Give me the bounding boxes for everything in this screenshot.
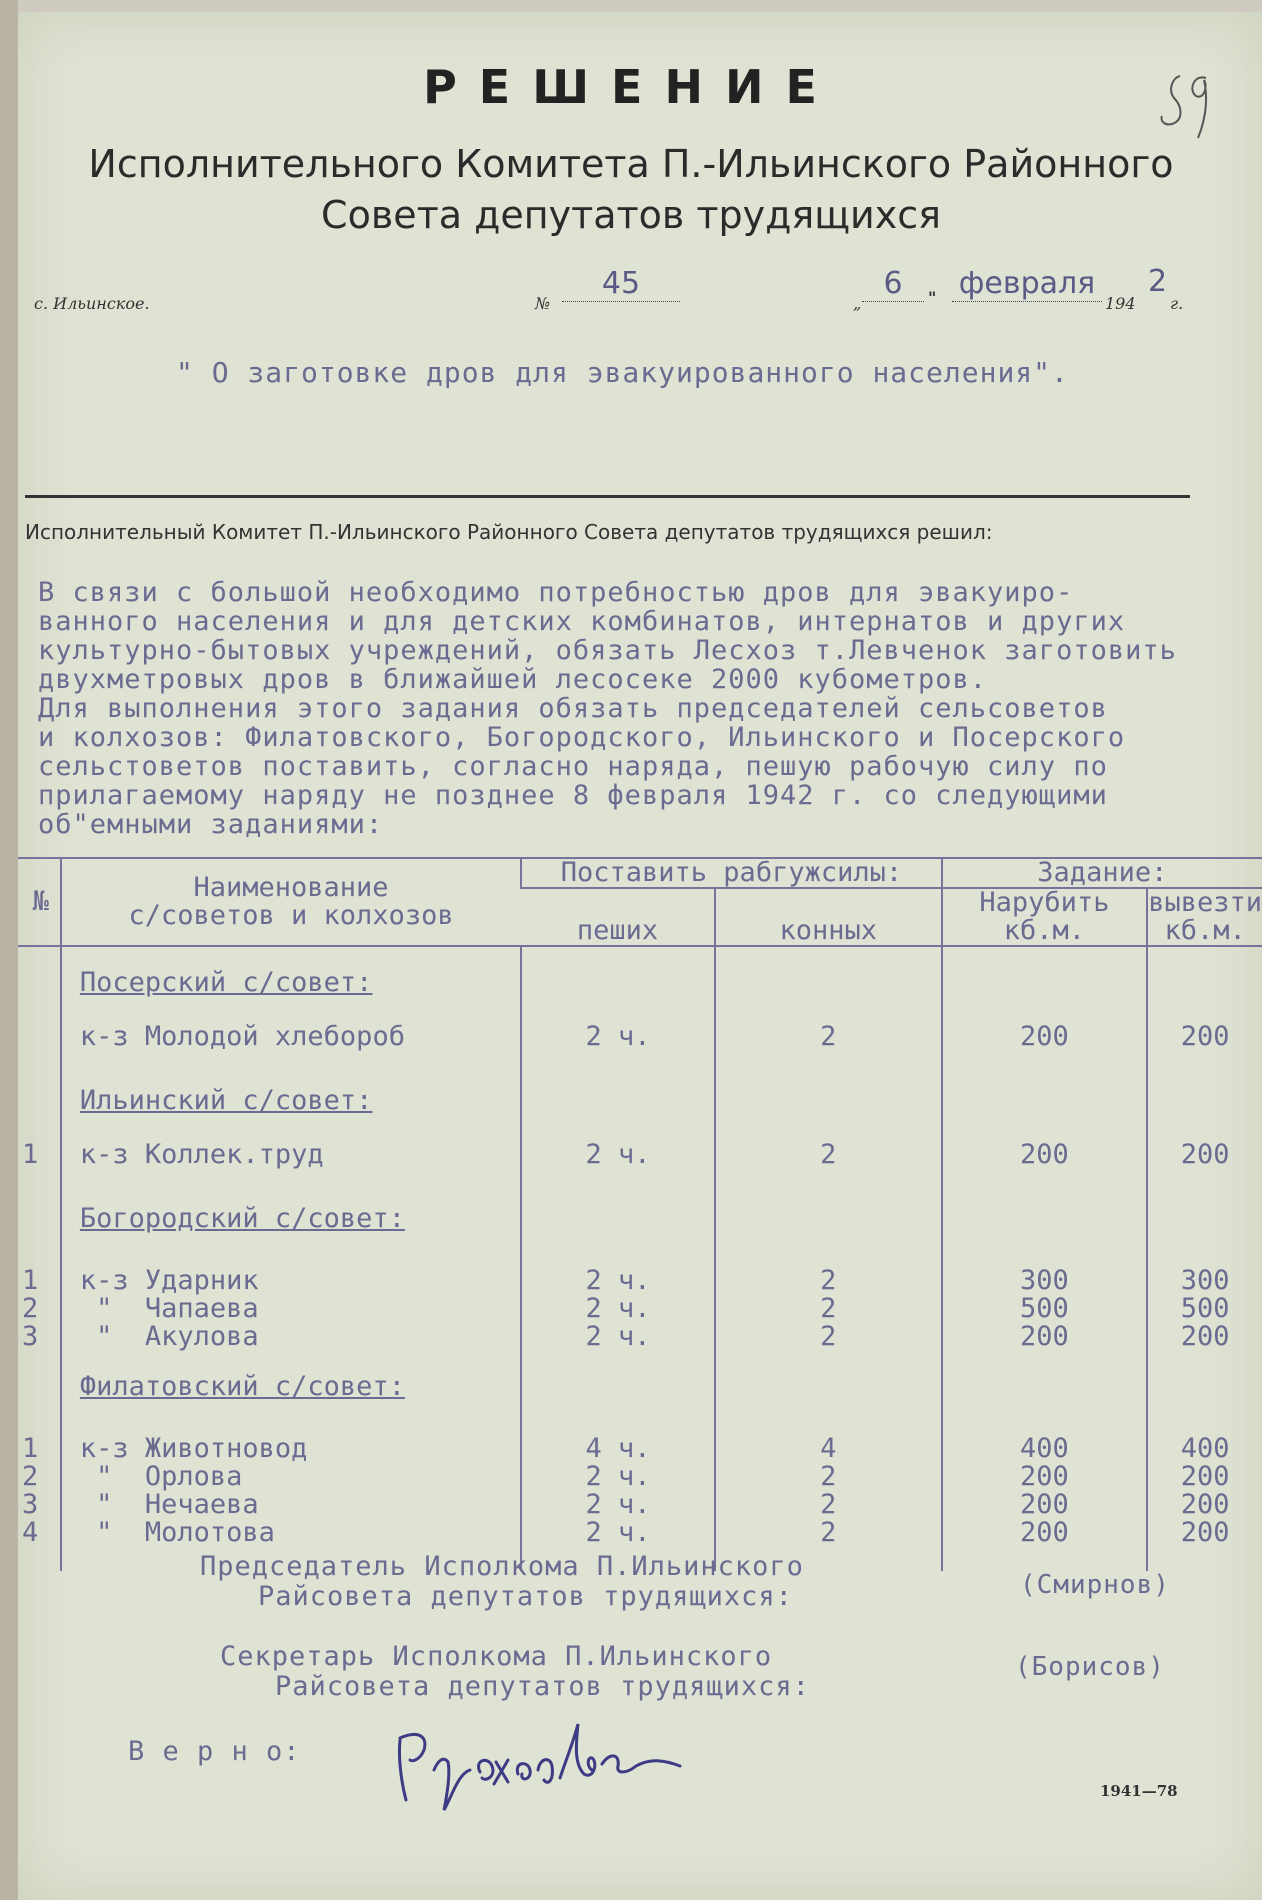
place: с. Ильинское. <box>34 294 150 313</box>
row-num: 3 <box>22 1321 39 1352</box>
header-task: Задание: <box>942 858 1262 888</box>
row-name: к-з Молодой хлебороб <box>61 1009 521 1065</box>
body-line: культурно-бытовых учреждений, обязать Лесхоз т.Левченок заготовить <box>38 635 1177 666</box>
chair-title-line-1: Председатель Исполкома П.Ильинского <box>200 1551 804 1582</box>
row-foot: 2 ч. <box>521 1491 715 1519</box>
table-row <box>18 1245 1262 1295</box>
row-foot: 2 ч. <box>521 1127 715 1183</box>
row-haul: 200 <box>1147 1463 1262 1491</box>
table-row <box>18 1127 1262 1183</box>
certified-label: В е р н о: <box>128 1736 301 1767</box>
group-name: Богородский с/совет: <box>61 1183 521 1245</box>
print-code: 1941—78 <box>1100 1782 1178 1800</box>
decision-number: 45 <box>562 266 680 302</box>
row-name: " Орлова <box>61 1463 521 1491</box>
secretary-name: (Борисов) <box>1015 1652 1165 1682</box>
table-row <box>18 1413 1262 1463</box>
decision-day: 6 <box>862 266 924 302</box>
row-name: " Акулова <box>61 1323 521 1351</box>
row-haul: 200 <box>1147 1491 1262 1519</box>
row-cut: 300 <box>942 1245 1148 1295</box>
row-name: к-з Ударник <box>61 1245 521 1295</box>
row-foot: 4 ч. <box>521 1413 715 1463</box>
row-cut: 200 <box>942 1463 1148 1491</box>
page-edge <box>0 0 18 1900</box>
table-row <box>18 1491 1262 1519</box>
row-name: " Чапаева <box>61 1295 521 1323</box>
row-horse: 2 <box>715 1463 942 1491</box>
group-name: Ильинский с/совет: <box>61 1065 521 1127</box>
row-foot: 2 ч. <box>521 1519 715 1571</box>
row-num: 1 <box>22 1139 39 1170</box>
secretary-title-line-1: Секретарь Исполкома П.Ильинского <box>220 1641 773 1672</box>
row-haul: 200 <box>1147 1519 1262 1571</box>
header-divider <box>25 495 1190 498</box>
body-line: сельстоветов поставить, согласно наряда, пешую рабочую силу по <box>38 751 1108 782</box>
row-name: к-з Животновод <box>61 1413 521 1463</box>
row-horse: 2 <box>715 1519 942 1571</box>
group-row <box>18 1065 1262 1127</box>
handwritten-page-number <box>1150 68 1220 148</box>
decision-subject: " О заготовке дров для эвакуированного населения". <box>176 356 1069 389</box>
row-name: к-з Коллек.труд <box>61 1127 521 1183</box>
body-line: ванного населения и для детских комбинатов, интернатов и других <box>38 606 1126 637</box>
body-line: прилагаемому наряду не позднее 8 февраля 1942 г. со следующими <box>38 780 1108 811</box>
group-row <box>18 1183 1262 1245</box>
row-horse: 2 <box>715 1295 942 1323</box>
year-digit: 2 <box>1148 264 1168 299</box>
row-horse: 2 <box>715 1323 942 1351</box>
decided-line: Исполнительный Комитет П.-Ильинского Районного Совета депутатов трудящихся решил: <box>25 520 993 544</box>
workforce-table <box>18 857 1262 1571</box>
handwritten-signature <box>388 1700 708 1830</box>
row-num <box>18 1009 61 1065</box>
issuer-line-1: Исполнительного Комитета П.-Ильинского Районного <box>88 142 1174 186</box>
year-suffix: г. <box>1170 294 1184 313</box>
header-name: Наименование с/советов и колхозов <box>61 858 521 946</box>
row-horse: 2 <box>715 1127 942 1183</box>
header-cut: Нарубить кб.м. <box>942 888 1148 946</box>
row-foot: 2 ч. <box>521 1295 715 1323</box>
row-num: 1 <box>22 1265 39 1296</box>
page-number-text <box>1164 86 1212 132</box>
body-line: и колхозов: Филатовского, Богородского, Ильинского и Посерского <box>38 722 1126 753</box>
group-row <box>18 1351 1262 1413</box>
document-title: РЕШЕНИЕ <box>423 60 839 114</box>
body-line: Для выполнения этого задания обязать председателей сельсоветов <box>38 693 1108 724</box>
table-row <box>18 1009 1262 1065</box>
header-foot: пеших <box>521 888 715 946</box>
decision-month: февраля <box>952 266 1102 302</box>
group-row <box>18 946 1262 1009</box>
row-haul: 400 <box>1147 1413 1262 1463</box>
row-horse: 2 <box>715 1009 942 1065</box>
group-name: Посерский с/совет: <box>61 946 521 1009</box>
row-cut: 400 <box>942 1413 1148 1463</box>
day-open-quote: „ <box>853 294 862 313</box>
row-cut: 200 <box>942 1323 1148 1351</box>
issuer-line-2: Совета депутатов трудящихся <box>321 193 941 237</box>
table-row <box>18 1323 1262 1351</box>
row-name: " Молотова <box>61 1519 521 1571</box>
body-line: В связи с большой необходимо потребностью дров для эвакуиро- <box>38 577 1074 608</box>
row-cut: 200 <box>942 1009 1148 1065</box>
row-foot: 2 ч. <box>521 1463 715 1491</box>
row-num: 3 <box>22 1489 39 1520</box>
row-haul: 200 <box>1147 1323 1262 1351</box>
number-prefix: № <box>535 294 551 313</box>
body-line: об"емными заданиями: <box>38 809 384 840</box>
table-row <box>18 1295 1262 1323</box>
chair-name: (Смирнов) <box>1020 1570 1170 1600</box>
row-cut: 200 <box>942 1519 1148 1571</box>
day-close-quote: " <box>928 288 937 307</box>
table-row <box>18 1463 1262 1491</box>
body-line: двухметровых дров в ближайшей лесосеке 2000 кубометров. <box>38 664 988 695</box>
row-cut: 500 <box>942 1295 1148 1323</box>
header-num: № <box>32 886 50 917</box>
row-horse: 4 <box>715 1413 942 1463</box>
row-num: 2 <box>22 1293 39 1324</box>
group-name: Филатовский с/совет: <box>61 1351 521 1413</box>
header-horse: конных <box>715 888 942 946</box>
row-num: 1 <box>22 1433 39 1464</box>
row-cut: 200 <box>942 1491 1148 1519</box>
year-prefix: 194 <box>1105 294 1136 313</box>
row-cut: 200 <box>942 1127 1148 1183</box>
row-foot: 2 ч. <box>521 1245 715 1295</box>
chair-title-line-2: Райсовета депутатов трудящихся: <box>258 1581 793 1612</box>
row-num: 2 <box>22 1461 39 1492</box>
header-workforce: Поставить рабгужсилы: <box>521 858 941 888</box>
secretary-title-line-2: Райсовета депутатов трудящихся: <box>275 1671 810 1702</box>
row-haul: 200 <box>1147 1127 1262 1183</box>
row-haul: 300 <box>1147 1245 1262 1295</box>
row-horse: 2 <box>715 1491 942 1519</box>
row-foot: 2 ч. <box>521 1009 715 1065</box>
row-foot: 2 ч. <box>521 1323 715 1351</box>
header-haul: вывезти кб.м. <box>1148 887 1262 946</box>
row-haul: 500 <box>1147 1295 1262 1323</box>
row-horse: 2 <box>715 1245 942 1295</box>
row-name: " Нечаева <box>61 1491 521 1519</box>
row-haul: 200 <box>1147 1009 1262 1065</box>
row-num: 4 <box>22 1517 39 1548</box>
